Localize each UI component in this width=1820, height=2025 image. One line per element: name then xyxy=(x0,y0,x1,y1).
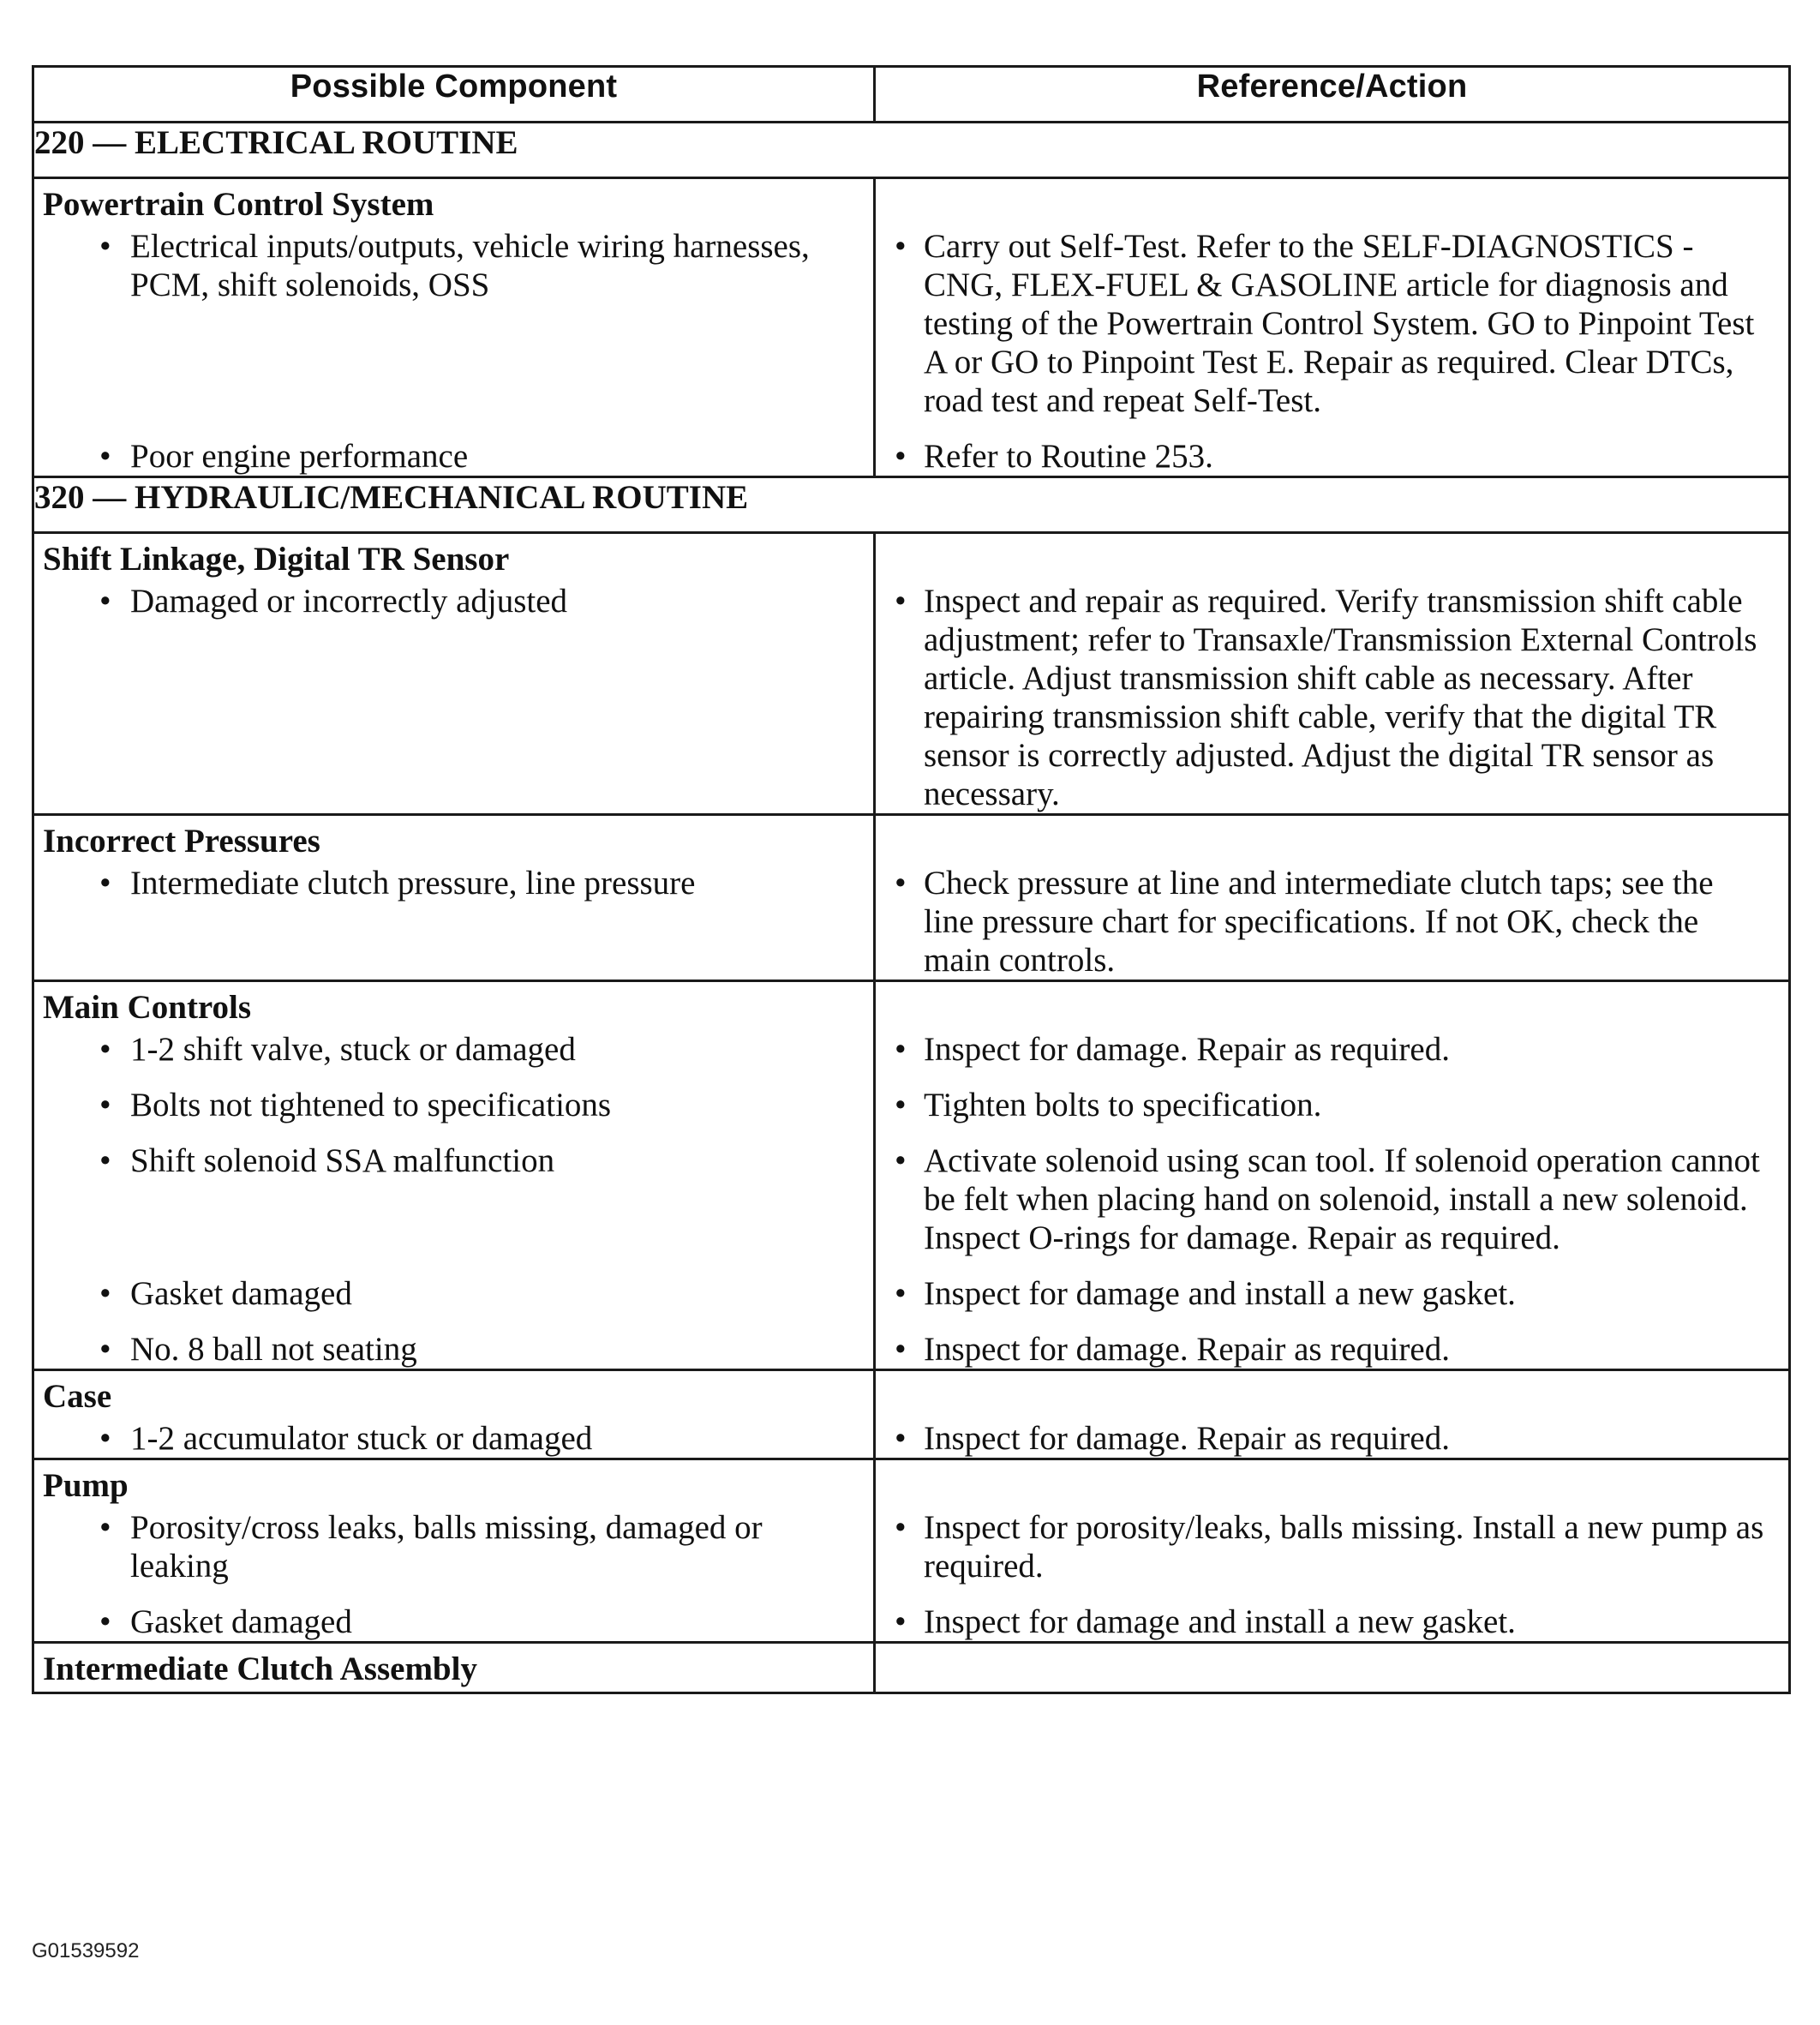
diagnostic-table xyxy=(32,65,1791,1694)
action-item: • Inspect for damage and install a new gasket. xyxy=(876,1603,1788,1641)
component-group-name: Intermediate Clutch Assembly xyxy=(43,1651,477,1687)
action-item: • Inspect for damage. Repair as required. xyxy=(876,1330,1788,1369)
component-item: • Poor engine performance xyxy=(34,437,873,476)
component-cell xyxy=(33,533,875,815)
component-cell xyxy=(33,1370,875,1459)
action-cell xyxy=(875,1370,1790,1459)
component-group-row xyxy=(33,815,1790,981)
action-item: • Tighten bolts to specification. xyxy=(876,1086,1788,1124)
component-item: • Porosity/cross leaks, balls missing, damaged or leaking xyxy=(34,1508,873,1585)
component-item: • 1-2 accumulator stuck or damaged xyxy=(34,1419,873,1458)
action-item: • Inspect for damage and install a new gasket. xyxy=(876,1274,1788,1313)
header-reference-action: Reference/Action xyxy=(875,67,1790,123)
component-group-row xyxy=(33,178,1790,477)
action-cell xyxy=(875,815,1790,981)
action-spacer xyxy=(876,1371,1788,1419)
component-list xyxy=(34,227,873,476)
action-item: • Activate solenoid using scan tool. If solenoid operation cannot be felt when placing hand on solenoid, install a new solenoid. Inspect O-rings for damage. Repair as required. xyxy=(876,1141,1788,1257)
component-item: • Electrical inputs/outputs, vehicle wiring harnesses, PCM, shift solenoids, OSS xyxy=(34,227,873,420)
action-list xyxy=(876,1419,1788,1458)
component-group-row xyxy=(33,1370,1790,1459)
component-cell xyxy=(33,981,875,1370)
component-group-name: Case xyxy=(43,1378,112,1415)
routine-title: 220 — ELECTRICAL ROUTINE xyxy=(33,123,1790,178)
action-spacer xyxy=(876,1460,1788,1508)
component-list xyxy=(34,1030,873,1369)
component-list xyxy=(34,1419,873,1458)
component-list xyxy=(34,1508,873,1641)
action-item: • Carry out Self-Test. Refer to the SELF-DIAGNOSTICS - CNG, FLEX-FUEL & GASOLINE article for diagnosis and testing of the Powertrain Control System. GO to Pinpoint Test A or GO to Pinpoint Test E. Repair as required. Clear DTCs, road test and repeat Self-Test. xyxy=(876,227,1788,420)
routine-row xyxy=(33,477,1790,533)
routine-title: 320 — HYDRAULIC/MECHANICAL ROUTINE xyxy=(33,477,1790,533)
component-item: • Intermediate clutch pressure, line pressure xyxy=(34,864,873,980)
action-spacer xyxy=(876,816,1788,864)
action-item: • Inspect for porosity/leaks, balls missing. Install a new pump as required. xyxy=(876,1508,1788,1585)
action-list xyxy=(876,582,1788,813)
component-group-name: Main Controls xyxy=(43,989,252,1026)
routine-row xyxy=(33,123,1790,178)
component-group-row xyxy=(33,533,1790,815)
component-item: • Bolts not tightened to specifications xyxy=(34,1086,873,1124)
component-group-row xyxy=(33,981,1790,1370)
component-list xyxy=(34,582,873,813)
component-cell xyxy=(33,815,875,981)
component-list xyxy=(34,864,873,980)
component-item: • Damaged or incorrectly adjusted xyxy=(34,582,873,813)
action-item: • Refer to Routine 253. xyxy=(876,437,1788,476)
component-group-name: Powertrain Control System xyxy=(43,186,434,223)
action-list xyxy=(876,227,1788,476)
component-item: • 1-2 shift valve, stuck or damaged xyxy=(34,1030,873,1069)
component-item: • Gasket damaged xyxy=(34,1274,873,1313)
component-group-name: Incorrect Pressures xyxy=(43,823,320,860)
component-cell xyxy=(33,1459,875,1643)
action-spacer xyxy=(876,534,1788,582)
component-cell xyxy=(33,178,875,477)
action-spacer xyxy=(876,179,1788,227)
action-cell xyxy=(875,1459,1790,1643)
table-body xyxy=(33,123,1790,1693)
action-cell xyxy=(875,981,1790,1370)
component-cell xyxy=(33,1643,875,1693)
action-spacer xyxy=(876,982,1788,1030)
component-group-row xyxy=(33,1643,1790,1693)
action-item: • Inspect and repair as required. Verify transmission shift cable adjustment; refer to Transaxle/Transmission External Controls article. Adjust transmission shift cable as necessary. After repairing transmission shift cable, verify that the digital TR sensor is correctly adjusted. Adjust the digital TR sensor as necessary. xyxy=(876,582,1788,813)
component-item: • No. 8 ball not seating xyxy=(34,1330,873,1369)
action-cell xyxy=(875,178,1790,477)
action-list xyxy=(876,1030,1788,1369)
component-group-row xyxy=(33,1459,1790,1643)
component-item: • Gasket damaged xyxy=(34,1603,873,1641)
header-possible-component: Possible Component xyxy=(33,67,875,123)
component-group-name: Shift Linkage, Digital TR Sensor xyxy=(43,541,510,578)
action-list xyxy=(876,864,1788,980)
figure-id: G01539592 xyxy=(32,1939,140,1962)
action-cell xyxy=(875,533,1790,815)
component-group-name: Pump xyxy=(43,1467,129,1504)
action-item: • Check pressure at line and intermediate clutch taps; see the line pressure chart for specifications. If not OK, check the main controls. xyxy=(876,864,1788,980)
header-row xyxy=(33,67,1790,123)
component-item: • Shift solenoid SSA malfunction xyxy=(34,1141,873,1257)
action-item: • Inspect for damage. Repair as required. xyxy=(876,1030,1788,1069)
action-list xyxy=(876,1508,1788,1641)
action-item: • Inspect for damage. Repair as required. xyxy=(876,1419,1788,1458)
action-cell xyxy=(875,1643,1790,1693)
